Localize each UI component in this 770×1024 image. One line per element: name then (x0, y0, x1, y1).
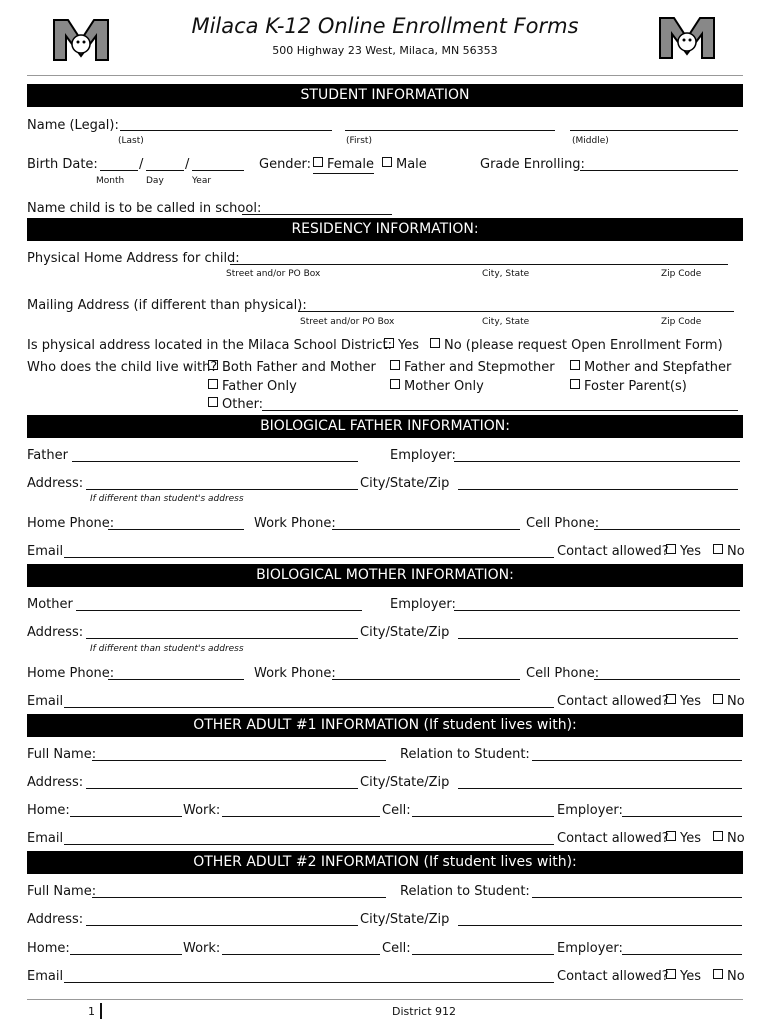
mother-email-label: Email (27, 694, 64, 709)
birth-day-field[interactable] (146, 170, 184, 171)
district-yes-label: Yes (398, 338, 419, 353)
header-divider (27, 75, 743, 76)
lives-father-only-option[interactable] (208, 379, 297, 395)
adult2-contact-no[interactable] (713, 969, 745, 985)
male-label: Male (396, 157, 427, 172)
footer-district: District 912 (392, 1005, 457, 1018)
father-cell-phone-field[interactable] (594, 529, 740, 530)
mother-work-phone-field[interactable] (332, 679, 520, 680)
district-yes-checkbox[interactable] (384, 338, 394, 348)
adult2-no-checkbox[interactable] (713, 969, 723, 979)
mother-csz-field[interactable] (458, 638, 738, 639)
adult1-employer-field[interactable] (622, 816, 742, 817)
female-checkbox[interactable] (313, 157, 323, 167)
gender-male-option[interactable] (382, 157, 427, 173)
mother-yes-checkbox[interactable] (666, 694, 676, 704)
middle-name-field[interactable] (570, 130, 738, 131)
section-bar-adult2: OTHER ADULT #2 INFORMATION (If student lives with): (27, 851, 743, 874)
father-stepmother-checkbox[interactable] (390, 360, 400, 370)
adult2-address-field[interactable] (86, 925, 358, 926)
adult2-address-label: Address: (27, 912, 84, 927)
mother-work-phone-label: Work Phone: (254, 666, 336, 681)
adult2-employer-label: Employer: (557, 941, 623, 956)
physical-address-field[interactable] (230, 264, 728, 265)
physical-address-label: Physical Home Address for child: (27, 251, 240, 266)
female-label: Female (327, 157, 375, 172)
lives-other-option[interactable] (208, 397, 263, 413)
last-name-field[interactable] (120, 130, 332, 131)
lives-mother-stepfather-option[interactable] (570, 360, 731, 376)
page-number: 1 (88, 1005, 95, 1018)
section-bar-residency: RESIDENCY INFORMATION: (27, 218, 743, 241)
footer-divider (27, 999, 743, 1000)
father-work-phone-label: Work Phone: (254, 516, 336, 531)
mother-cell-phone-field[interactable] (594, 679, 740, 680)
adult2-yes-checkbox[interactable] (666, 969, 676, 979)
adult2-work-label: Work: (183, 941, 221, 956)
adult1-csz-field[interactable] (458, 788, 742, 789)
middle-caption: (Middle) (572, 136, 609, 146)
foster-checkbox[interactable] (570, 379, 580, 389)
father-no-checkbox[interactable] (713, 544, 723, 554)
father-work-phone-field[interactable] (332, 529, 520, 530)
grade-enrolling-field[interactable] (580, 170, 738, 171)
adult1-address-label: Address: (27, 775, 84, 790)
birth-slash-1: / (139, 157, 144, 172)
grade-enrolling-label: Grade Enrolling: (480, 157, 585, 172)
section-bar-adult1: OTHER ADULT #1 INFORMATION (If student lives with): (27, 714, 743, 737)
lives-father-stepmother-option[interactable] (390, 360, 555, 376)
district-no-checkbox[interactable] (430, 338, 440, 348)
mailing-street-caption: Street and/or PO Box (300, 317, 395, 327)
mother-name-field[interactable] (76, 610, 362, 611)
adult1-contact-label: Contact allowed? (557, 831, 669, 846)
adult1-work-field[interactable] (222, 816, 380, 817)
father-only-label: Father Only (222, 379, 297, 394)
mailing-address-label: Mailing Address (if different than physical): (27, 298, 307, 313)
called-in-school-label: Name child is to be called in school: (27, 201, 262, 216)
mother-employer-label: Employer: (390, 597, 456, 612)
adult1-contact-no[interactable] (713, 831, 745, 847)
lives-foster-option[interactable] (570, 379, 687, 395)
physical-city-caption: City, State (482, 269, 530, 279)
day-caption: Day (146, 176, 164, 186)
mother-only-label: Mother Only (404, 379, 484, 394)
birth-year-field[interactable] (192, 170, 244, 171)
both-checkbox[interactable] (208, 360, 218, 370)
adult1-cell-field[interactable] (412, 816, 554, 817)
mother-contact-yes[interactable] (666, 694, 701, 710)
mother-label: Mother (27, 597, 73, 612)
mother-home-phone-label: Home Phone: (27, 666, 115, 681)
section-bar-student: STUDENT INFORMATION (27, 84, 743, 107)
father-address-note: If different than student's address (90, 494, 244, 504)
both-label: Both Father and Mother (222, 360, 376, 375)
adult1-full-name-field[interactable] (92, 760, 386, 761)
mailing-address-field[interactable] (298, 311, 734, 312)
mother-yes-label: Yes (680, 694, 701, 709)
adult1-no-label: No (727, 831, 745, 846)
adult2-contact-yes[interactable] (666, 969, 701, 985)
mother-employer-field[interactable] (454, 610, 740, 611)
mailing-city-caption: City, State (482, 317, 530, 327)
mother-email-field[interactable] (64, 707, 554, 708)
adult2-csz-field[interactable] (458, 925, 742, 926)
father-email-label: Email (27, 544, 64, 559)
mother-home-phone-field[interactable] (108, 679, 244, 680)
adult1-home-field[interactable] (70, 816, 182, 817)
form-title: Milaca K-12 Online Enrollment Forms (191, 14, 579, 38)
other-label: Other: (222, 397, 264, 412)
adult2-home-label: Home: (27, 941, 70, 956)
mother-contact-label: Contact allowed? (557, 694, 669, 709)
physical-zip-caption: Zip Code (661, 269, 702, 279)
father-employer-label: Employer: (390, 448, 456, 463)
father-yes-label: Yes (680, 544, 701, 559)
father-contact-label: Contact allowed? (557, 544, 669, 559)
father-label: Father (27, 448, 68, 463)
mother-address-note: If different than student's address (90, 644, 244, 654)
birth-slash-2: / (185, 157, 190, 172)
adult1-employer-label: Employer: (557, 803, 623, 818)
adult1-yes-label: Yes (680, 831, 701, 846)
birth-month-field[interactable] (100, 170, 138, 171)
father-address-label: Address: (27, 476, 84, 491)
adult1-full-name-label: Full Name: (27, 747, 97, 762)
lives-with-question: Who does the child live with? (27, 360, 218, 375)
adult2-cell-field[interactable] (412, 954, 554, 955)
father-contact-no[interactable] (713, 544, 745, 560)
district-question: Is physical address located in the Milaca School District: (27, 338, 392, 353)
mother-only-checkbox[interactable] (390, 379, 400, 389)
father-home-phone-label: Home Phone: (27, 516, 115, 531)
father-yes-checkbox[interactable] (666, 544, 676, 554)
father-csz-label: City/State/Zip (360, 476, 450, 491)
gender-label: Gender: (259, 157, 312, 172)
adult1-cell-label: Cell: (382, 803, 411, 818)
father-address-field[interactable] (86, 489, 358, 490)
mother-address-field[interactable] (86, 638, 358, 639)
adult1-yes-checkbox[interactable] (666, 831, 676, 841)
adult2-home-field[interactable] (70, 954, 182, 955)
father-name-field[interactable] (72, 461, 358, 462)
father-stepmother-label: Father and Stepmother (404, 360, 555, 375)
adult2-work-field[interactable] (222, 954, 380, 955)
father-home-phone-field[interactable] (108, 529, 244, 530)
adult2-contact-label: Contact allowed? (557, 969, 669, 984)
mother-no-checkbox[interactable] (713, 694, 723, 704)
adult2-yes-label: Yes (680, 969, 701, 984)
month-caption: Month (96, 176, 125, 186)
mailing-zip-caption: Zip Code (661, 317, 702, 327)
adult2-no-label: No (727, 969, 745, 984)
mother-no-label: No (727, 694, 745, 709)
adult1-email-label: Email (27, 831, 64, 846)
father-only-checkbox[interactable] (208, 379, 218, 389)
adult1-contact-yes[interactable] (666, 831, 701, 847)
adult1-relation-label: Relation to Student: (400, 747, 530, 762)
mother-stepfather-checkbox[interactable] (570, 360, 580, 370)
last-caption: (Last) (118, 136, 144, 146)
first-name-field[interactable] (345, 130, 555, 131)
district-no-option[interactable] (430, 338, 723, 354)
adult2-full-name-field[interactable] (92, 897, 386, 898)
school-address: 500 Highway 23 West, Milaca, MN 56353 (272, 44, 498, 57)
birth-date-label: Birth Date: (27, 157, 98, 172)
mother-cell-phone-label: Cell Phone: (526, 666, 600, 681)
adult1-home-label: Home: (27, 803, 70, 818)
adult2-email-label: Email (27, 969, 64, 984)
adult1-email-field[interactable] (64, 844, 554, 845)
footer-page-rule (100, 1003, 102, 1019)
mother-address-label: Address: (27, 625, 84, 640)
adult1-relation-field[interactable] (532, 760, 742, 761)
first-caption: (First) (346, 136, 372, 146)
adult2-employer-field[interactable] (622, 954, 742, 955)
gender-female-option[interactable] (313, 157, 374, 174)
adult2-relation-label: Relation to Student: (400, 884, 530, 899)
adult1-address-field[interactable] (86, 788, 358, 789)
father-csz-field[interactable] (458, 489, 738, 490)
year-caption: Year (192, 176, 212, 186)
father-no-label: No (727, 544, 745, 559)
other-field[interactable] (262, 410, 738, 411)
adult2-cell-label: Cell: (382, 941, 411, 956)
adult1-work-label: Work: (183, 803, 221, 818)
lives-mother-only-option[interactable] (390, 379, 484, 395)
district-no-label: No (please request Open Enrollment Form) (444, 338, 723, 353)
father-employer-field[interactable] (454, 461, 740, 462)
adult2-csz-label: City/State/Zip (360, 912, 450, 927)
father-cell-phone-label: Cell Phone: (526, 516, 600, 531)
district-yes-option[interactable] (384, 338, 419, 354)
adult2-relation-field[interactable] (532, 897, 742, 898)
mother-csz-label: City/State/Zip (360, 625, 450, 640)
foster-label: Foster Parent(s) (584, 379, 687, 394)
adult2-email-field[interactable] (64, 982, 554, 983)
other-checkbox[interactable] (208, 397, 218, 407)
male-checkbox[interactable] (382, 157, 392, 167)
adult2-full-name-label: Full Name: (27, 884, 97, 899)
father-email-field[interactable] (64, 557, 554, 558)
physical-street-caption: Street and/or PO Box (226, 269, 321, 279)
name-legal-label: Name (Legal): (27, 118, 119, 133)
mother-contact-no[interactable] (713, 694, 745, 710)
section-bar-mother: BIOLOGICAL MOTHER INFORMATION: (27, 564, 743, 587)
lives-both-option[interactable] (208, 360, 376, 376)
called-in-school-field[interactable] (242, 214, 392, 215)
adult1-no-checkbox[interactable] (713, 831, 723, 841)
section-bar-father: BIOLOGICAL FATHER INFORMATION: (27, 415, 743, 438)
adult1-csz-label: City/State/Zip (360, 775, 450, 790)
mother-stepfather-label: Mother and Stepfather (584, 360, 732, 375)
father-contact-yes[interactable] (666, 544, 701, 560)
